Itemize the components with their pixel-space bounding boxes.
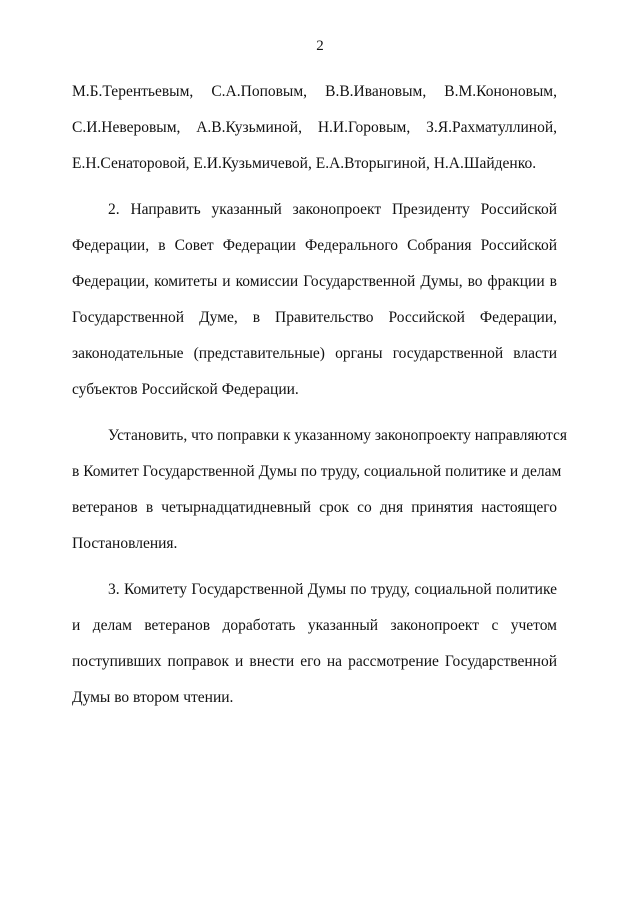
text-line: М.Б.Терентьевым, С.А.Поповым, В.В.Ивановым, В.М.Кононовым, bbox=[72, 83, 557, 100]
text-line: 2. Направить указанный законопроект Президенту Российской bbox=[108, 201, 557, 218]
text-line: законодательные (представительные) органы государственной власти bbox=[72, 345, 557, 362]
text-line: Установить, что поправки к указанному законопроекту направляются bbox=[108, 427, 568, 444]
text-line: в Комитет Государственной Думы по труду, социальной политике и делам bbox=[72, 463, 562, 480]
text-line: Думы во втором чтении. bbox=[72, 689, 234, 706]
text-line: и делам ветеранов доработать указанный законопроект с учетом bbox=[72, 617, 557, 634]
paragraph-amendments bbox=[72, 418, 568, 562]
text-line: Федерации, комитеты и комиссии Государственной Думы, во фракции в bbox=[72, 273, 557, 290]
text-line: Федерации, в Совет Федерации Федерального Собрания Российской bbox=[72, 237, 557, 254]
page-number: 2 bbox=[316, 38, 324, 54]
text-line: Е.Н.Сенаторовой, Е.И.Кузьмичевой, Е.А.Вторыгиной, Н.А.Шайденко. bbox=[72, 155, 537, 172]
document-body bbox=[72, 74, 568, 716]
text-line: С.И.Неверовым, А.В.Кузьминой, Н.И.Горовым, З.Я.Рахматуллиной, bbox=[72, 119, 557, 136]
text-line: Государственной Думе, в Правительство Российской Федерации, bbox=[72, 309, 557, 326]
paragraph-names-list bbox=[72, 74, 557, 182]
text-line: поступивших поправок и внести его на рассмотрение Государственной bbox=[72, 653, 557, 670]
text-line: ветеранов в четырнадцатидневный срок со дня принятия настоящего bbox=[72, 499, 557, 516]
text-line: Постановления. bbox=[72, 535, 178, 552]
paragraph-item-2 bbox=[72, 192, 557, 408]
text-line: 3. Комитету Государственной Думы по труду, социальной политике bbox=[108, 581, 557, 598]
text-line: субъектов Российской Федерации. bbox=[72, 381, 299, 398]
paragraph-item-3 bbox=[72, 572, 557, 716]
